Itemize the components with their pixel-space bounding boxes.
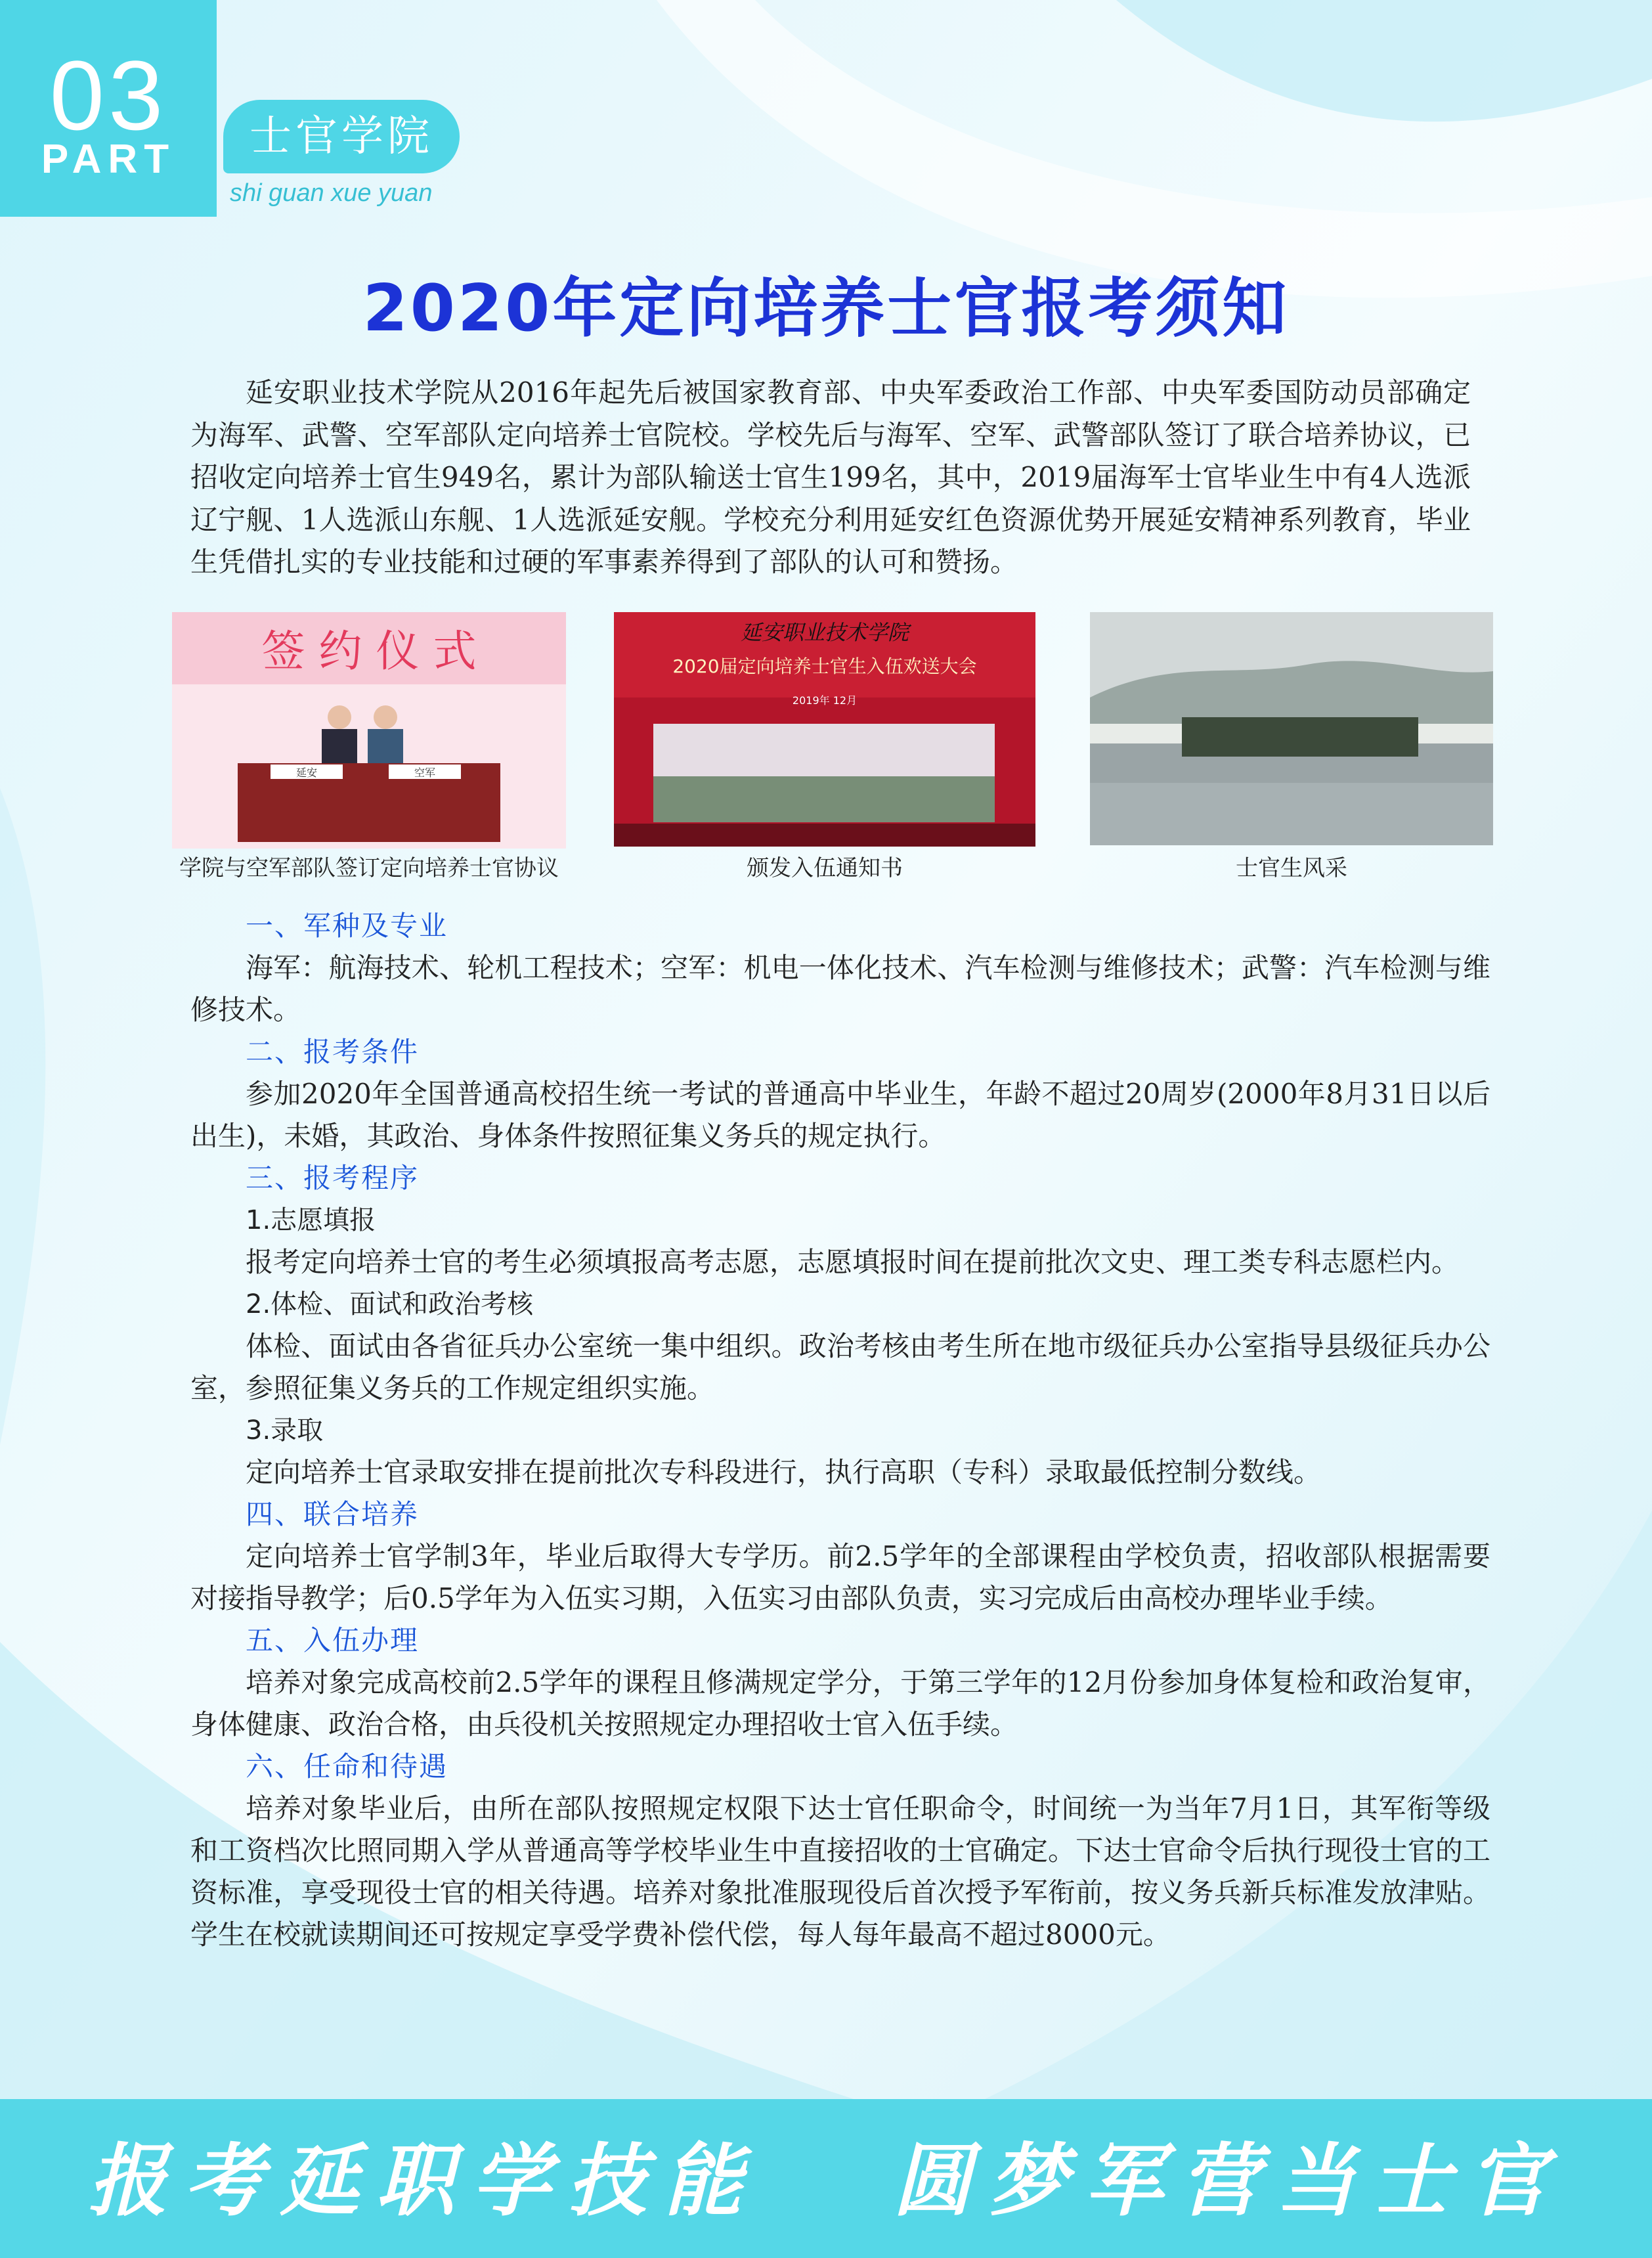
photo-signing-ceremony (172, 612, 566, 849)
part-number-block (0, 0, 217, 217)
section-heading: 三、报考程序 (246, 1162, 420, 1194)
step-title: 1.志愿填报 (246, 1205, 376, 1235)
step-title: 3.录取 (246, 1415, 324, 1446)
section-heading: 六、任命和待遇 (246, 1750, 448, 1782)
section-heading: 五、入伍办理 (246, 1624, 420, 1656)
sign-right-text: 空军 (414, 766, 436, 779)
caption-signing-ceremony: 学院与空军部队签订定向培养士官协议 (179, 855, 559, 881)
section-heading: 四、联合培养 (246, 1498, 420, 1530)
sign-left-text: 延安 (295, 766, 318, 779)
part-number: 03 (49, 40, 167, 150)
section-heading: 二、报考条件 (246, 1036, 420, 1068)
section-badge (223, 100, 460, 173)
photo-enlistment-notice (614, 612, 1035, 847)
caption-cadet-parade: 士官生风采 (1236, 855, 1347, 881)
school-name-text: 延安职业技术学院 (740, 620, 909, 645)
ceremony-banner-text: 2020届定向培养士官生入伍欢送大会 (672, 655, 977, 677)
section-body: 参加2020年全国普通高校招生统一考试的普通高中毕业生，年龄不超过20周岁(2000年8月31日以后出生)，未婚，其政治、身体条件按照征集义务兵的规定执行。 (190, 1078, 1490, 1152)
caption-enlistment-notice: 颁发入伍通知书 (747, 855, 903, 881)
intro-paragraph: 延安职业技术学院从2016年起先后被国家教育部、中央军委政治工作部、中央军委国防动员部确定为海军、武警、空军部队定向培养士官院校。学校先后与海军、空军、武警部队签订了联合培养协议，已招收定向培养士官生949名，累计为部队输送士官生199名，其中，2019届海军士官毕业生中有4人选派辽宁舰、1人选派山东舰、1人选派延安舰。学校充分利用延安红色资源优势开展延安精神系列教育，毕业生凭借扎实的专业技能和过硬的军事素养得到了部队的认可和赞扬。 (190, 376, 1471, 578)
section-body: 培养对象完成高校前2.5学年的课程且修满规定学分，于第三学年的12月份参加身体复检和政治复审，身体健康、政治合格，由兵役机关按照规定办理招收士官入伍手续。 (190, 1666, 1490, 1740)
step-title: 2.体检、面试和政治考核 (246, 1289, 534, 1319)
step-body: 报考定向培养士官的考生必须填报高考志愿，志愿填报时间在提前批次文史、理工类专科志愿栏内。 (246, 1246, 1460, 1278)
part-label: PART (41, 137, 176, 182)
section-body: 定向培养士官学制3年，毕业后取得大专学历。前2.5学年的全部课程由学校负责，招收部队根据需要对接指导教学；后0.5学年为入伍实习期，入伍实习由部队负责，实习完成后由高校办理毕业手续。 (190, 1540, 1490, 1614)
ceremony-date-text: 2019年 12月 (792, 694, 858, 707)
section-body: 培养对象毕业后，由所在部队按照规定权限下达士官任职命令，时间统一为当年7月1日，其军衔等级和工资档次比照同期入学从普通高等学校毕业生中直接招收的士官确定。下达士官命令后执行现役士官的工资标准，享受现役士官的相关待遇。培养对象批准服现役后首次授予军衔前，按义务兵新兵标准发放津贴。学生在校就读期间还可按规定享受学费补偿代偿，每人每年最高不超过8000元。 (190, 1792, 1490, 1951)
section-body: 海军：航海技术、轮机工程技术；空军：机电一体化技术、汽车检测与维修技术；武警：汽车检测与维修技术。 (190, 952, 1490, 1026)
page-title: 2020年定向培养士官报考须知 (362, 271, 1290, 346)
section-pinyin: shi guan xue yuan (230, 179, 433, 207)
signing-banner-text: 签 约 仪 式 (261, 626, 477, 676)
footer-slogan: 报考延职学技能 圆梦军营当士官 (88, 2135, 1564, 2227)
footer-banner (0, 2099, 1652, 2258)
step-body: 定向培养士官录取安排在提前批次专科段进行，执行高职（专科）录取最低控制分数线。 (246, 1456, 1322, 1488)
section-name: 士官学院 (250, 112, 433, 161)
content-sections (190, 905, 1490, 1956)
photo-cadet-parade (1090, 612, 1493, 845)
section-heading: 一、军种及专业 (246, 910, 448, 942)
step-body: 体检、面试由各省征兵办公室统一集中组织。政治考核由考生所在地市级征兵办公室指导县级征兵办公室，参照征集义务兵的工作规定组织实施。 (190, 1330, 1490, 1404)
